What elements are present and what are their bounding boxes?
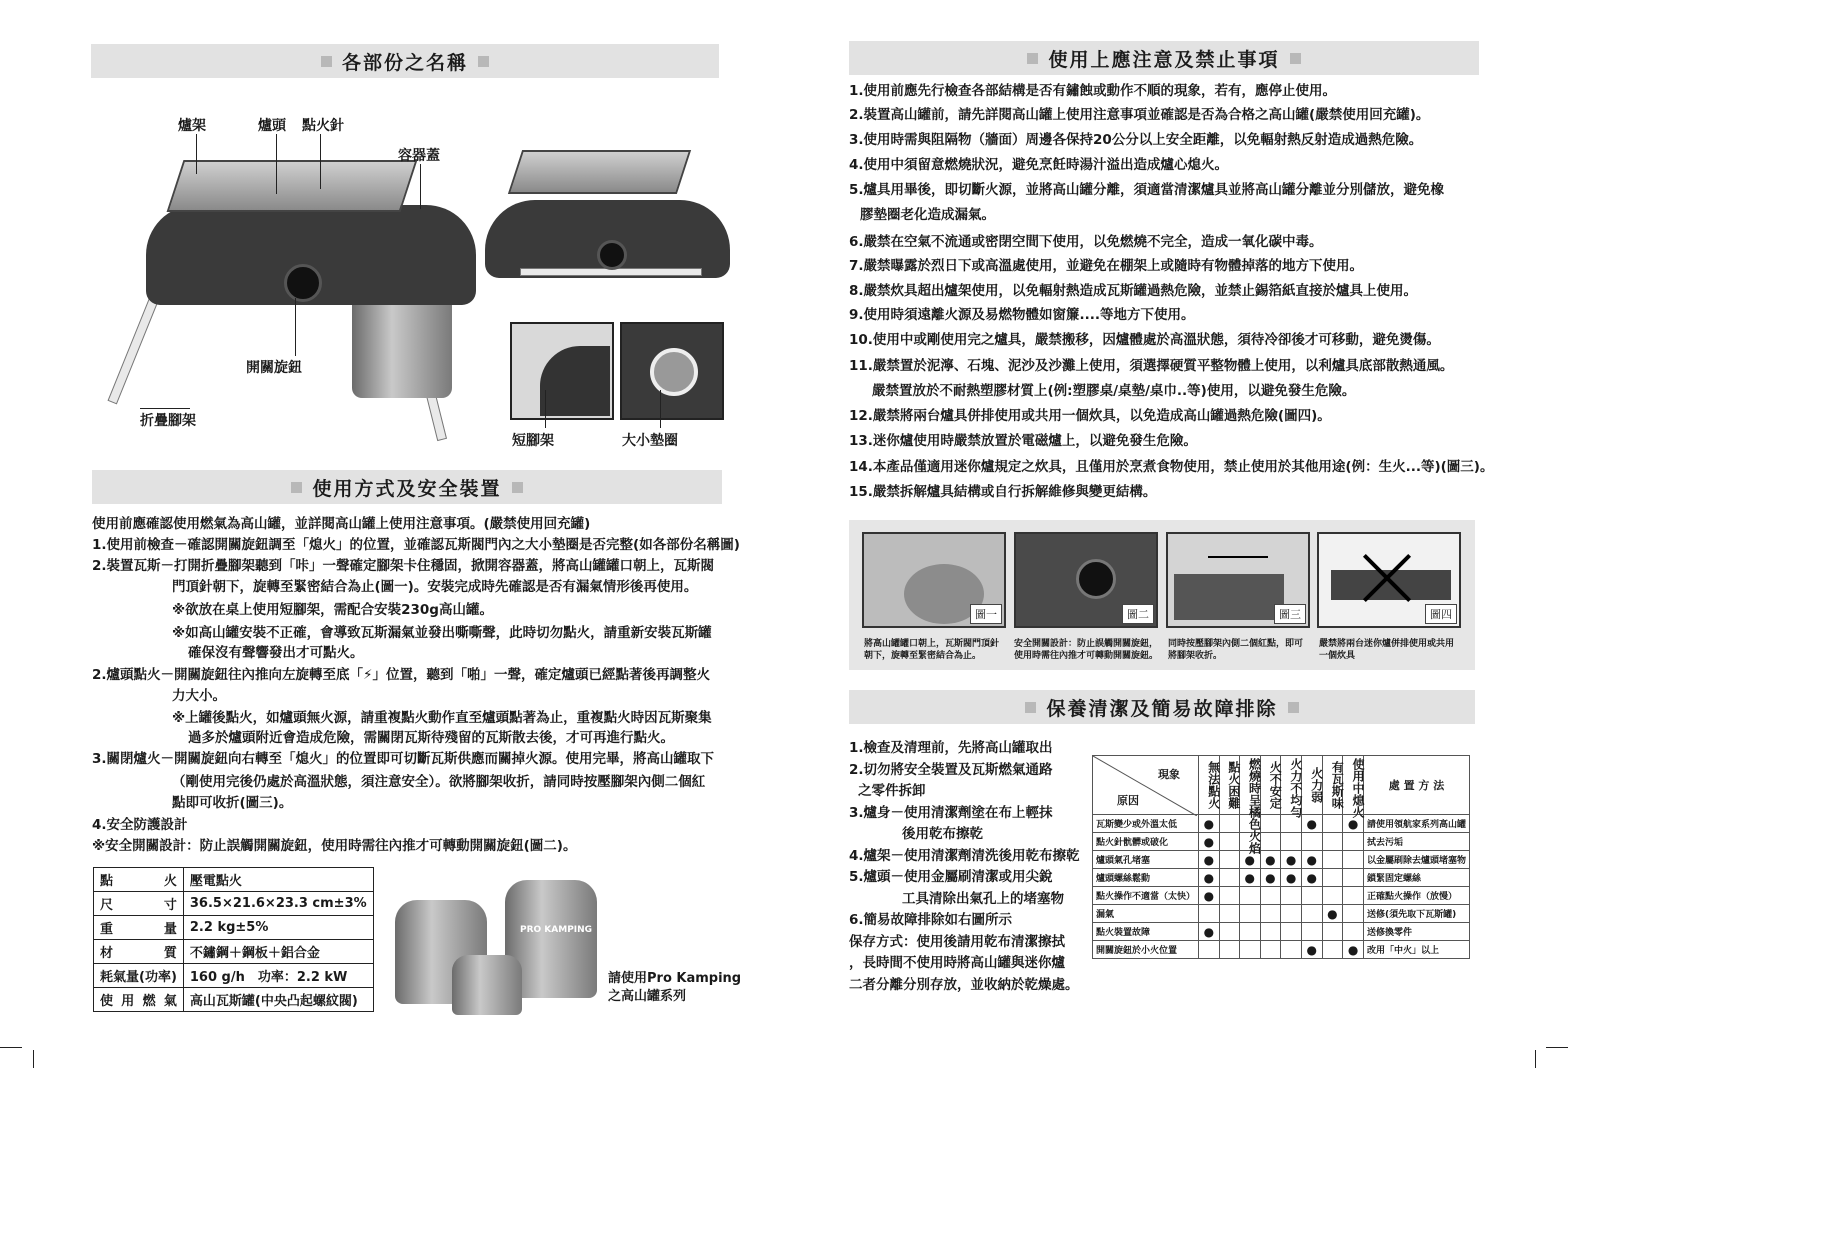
caution-line: 3.使用時需與阻隔物（牆面）周邊各保持20公分以上安全距離，以免輻射熱反射造成過熱危險。 (849, 132, 1423, 148)
figure-caption (1319, 638, 1454, 662)
spec-row (94, 964, 374, 988)
trouble-mark-empty (1219, 923, 1239, 941)
maint-line: ，長時間不使用時將高山罐與迷你爐 (849, 955, 1065, 971)
spec-value: 高山瓦斯罐(中央凸起螺紋閥) (183, 988, 373, 1012)
trouble-mark-dot: ● (1301, 815, 1322, 833)
trouble-row (1093, 833, 1470, 851)
caution-line: 14.本產品僅適用迷你爐規定之炊具，且僅用於烹煮食物使用，禁止使用於其他用途(例：生火...等)(圖三)。 (849, 459, 1494, 475)
trouble-cause: 漏氣 (1093, 905, 1199, 923)
caution-line: 1.使用前應先行檢查各部結構是否有鏽蝕或動作不順的現象，若有，應停止使用。 (849, 83, 1337, 99)
leader-line (420, 164, 421, 209)
trouble-mark-empty (1322, 815, 1343, 833)
caution-line: 膠墊圈老化造成漏氣。 (860, 207, 995, 223)
figure-1 (862, 532, 1006, 628)
trouble-mark-empty (1322, 833, 1343, 851)
symptom-header: 無法點火 (1199, 756, 1220, 815)
caution-line: 15.嚴禁拆解爐具結構或自行拆解維修與變更結構。 (849, 484, 1157, 500)
trouble-mark-dot: ● (1301, 869, 1322, 887)
maint-line: 後用乾布擦乾 (902, 826, 983, 842)
figure-number: 圖二 (1122, 604, 1154, 624)
maint-line: 二者分離分別存放，並收納於乾燥處。 (849, 977, 1079, 993)
caution-line: 13.迷你爐使用時嚴禁放置於電磁爐上，以避免發生危險。 (849, 433, 1197, 449)
trouble-mark-empty (1260, 815, 1281, 833)
trouble-mark-empty (1199, 941, 1220, 959)
label-gasket: 大小墊圈 (622, 433, 678, 449)
caution-line: 5.爐具用畢後，即切斷火源，並將高山罐分離，須適當清潔爐具並將高山罐分離並分別儲放，避免橡 (849, 182, 1445, 198)
usage-line: ※如高山罐安裝不正確，會導致瓦斯漏氣並發出嘶嘶聲，此時切勿點火，請重新安裝瓦斯罐 (172, 625, 712, 641)
maint-line: 之零件拆卸 (858, 783, 926, 799)
symptom-header: 火不安定 (1260, 756, 1281, 815)
usage-line: 過多於爐頭附近會造成危險，需關閉瓦斯待殘留的瓦斯散去後，才可再進行點火。 (188, 730, 674, 746)
trouble-mark-empty (1281, 905, 1302, 923)
pot-rack (167, 160, 418, 212)
trouble-cause: 爐頭氣孔堵塞 (1093, 851, 1199, 869)
leader-line (196, 134, 197, 174)
square-bullet-icon (1025, 702, 1036, 713)
trouble-mark-empty (1322, 887, 1343, 905)
usage-line: 點即可收折(圖三)。 (172, 795, 293, 811)
symptom-header: 點火困難 (1219, 756, 1239, 815)
trouble-cause: 瓦斯變少或外溫太低 (1093, 815, 1199, 833)
spec-key: 重量 (94, 916, 184, 940)
trouble-mark-dot: ● (1199, 887, 1220, 905)
corner-top-label: 現象 (1158, 768, 1181, 781)
label-knob: 開關旋鈕 (246, 360, 302, 376)
spec-row (94, 988, 374, 1012)
leader-line (320, 134, 321, 189)
control-knob (284, 264, 322, 302)
trouble-method: 請使用領航家系列高山罐 (1363, 815, 1469, 833)
maint-header-text: 保養清潔及簡易故障排除 (1046, 697, 1278, 720)
symptom-header: 有瓦斯味 (1322, 756, 1343, 815)
crop-mark (33, 1050, 34, 1068)
trouble-row (1093, 815, 1470, 833)
caution-line: 8.嚴禁炊具超出爐架使用，以免輻射熱造成瓦斯罐過熱危險，並禁止錫箔紙直接於爐具上使用。 (849, 283, 1418, 299)
trouble-mark-dot: ● (1239, 851, 1260, 869)
caption-line: 將腳架收折。 (1168, 651, 1223, 661)
maint-line: 5.爐頭－使用金屬刷清潔或用尖銳 (849, 869, 1053, 885)
trouble-mark-empty (1219, 815, 1239, 833)
trouble-mark-dot: ● (1199, 923, 1220, 941)
square-bullet-icon (1288, 702, 1299, 713)
trouble-mark-dot: ● (1199, 851, 1220, 869)
trouble-mark-dot: ● (1322, 905, 1343, 923)
figure-caption (1014, 638, 1158, 662)
caution-line: 4.使用中須留意燃燒狀況，避免烹飪時湯汁溢出造成爐心熄火。 (849, 157, 1229, 173)
trouble-method: 改用「中火」以上 (1363, 941, 1469, 959)
usage-line: 2.爐頭點火－開關旋鈕往內推向左旋轉至底「⚡」位置，聽到「啪」一聲，確定爐頭已經點著後再調整火 (92, 667, 710, 683)
trouble-mark-empty (1343, 923, 1364, 941)
parts-section-header (91, 44, 719, 78)
spec-row (94, 868, 374, 892)
label-short-legs: 短腳架 (512, 433, 554, 449)
usage-line: 門頂針朝下，旋轉至緊密結合為止(圖一)。安裝完成時先確認是否有漏氣情形後再使用。 (172, 579, 698, 595)
trouble-mark-empty (1301, 887, 1322, 905)
trouble-mark-empty (1260, 923, 1281, 941)
trouble-method: 鎖緊固定螺絲 (1363, 869, 1469, 887)
caution-line: 11.嚴禁置於泥濘、石塊、泥沙及沙灘上使用，須選擇硬質平整物體上使用，以利爐具底部散熱通風。 (849, 358, 1454, 374)
trouble-mark-empty (1343, 851, 1364, 869)
symptom-header: 火力不均勻 (1281, 756, 1302, 815)
corner-bottom-label: 原因 (1117, 794, 1139, 807)
caution-line: 9.使用時須遠離火源及易燃物體如窗簾....等地方下使用。 (849, 307, 1195, 323)
trouble-mark-dot: ● (1343, 941, 1364, 959)
spec-value: 壓電點火 (183, 868, 373, 892)
trouble-mark-dot: ● (1199, 869, 1220, 887)
crop-mark (1535, 1050, 1536, 1068)
square-bullet-icon (512, 482, 523, 493)
label-lid: 容器蓋 (398, 148, 440, 164)
trouble-mark-empty (1322, 851, 1343, 869)
trouble-mark-dot: ● (1301, 851, 1322, 869)
label-igniter: 點火針 (302, 118, 344, 134)
usage-line: ※上罐後點火，如爐頭無火源，請重複點火動作直至爐頭點著為止，重複點火時因瓦斯聚集 (172, 710, 712, 726)
caution-line: 6.嚴禁在空氣不流通或密閉空間下使用，以免燃燒不完全，造成一氧化碳中毒。 (849, 234, 1323, 250)
method-header: 處 置 方 法 (1363, 756, 1469, 815)
trouble-mark-empty (1199, 905, 1220, 923)
trouble-mark-empty (1281, 941, 1302, 959)
usage-line: 3.關閉爐火－開關旋鈕向右轉至「熄火」的位置即可切斷瓦斯供應而關掉火源。使用完畢，將高山罐取下 (92, 751, 715, 767)
maint-line: 保存方式：使用後請用乾布清潔擦拭 (849, 934, 1065, 950)
trouble-mark-empty (1260, 887, 1281, 905)
canister-small (452, 955, 522, 1015)
troubleshooting-table (1092, 755, 1470, 959)
maintenance-section-header (849, 690, 1475, 724)
trouble-mark-empty (1219, 941, 1239, 959)
spec-row (94, 940, 374, 964)
crop-mark (1546, 1047, 1568, 1048)
fold-leg-left (108, 288, 163, 405)
usage-line: 力大小。 (172, 688, 226, 704)
trouble-mark-empty (1281, 833, 1302, 851)
trouble-mark-dot: ● (1199, 833, 1220, 851)
trouble-mark-dot: ● (1281, 851, 1302, 869)
canister-note (608, 970, 741, 1006)
label-burner: 爐頭 (258, 118, 286, 134)
caution-section-header (849, 41, 1479, 75)
usage-line: ※安全開關設計：防止誤觸開關旋鈕，使用時需往內推才可轉動開關旋鈕(圖二)。 (92, 838, 577, 854)
trouble-row (1093, 941, 1470, 959)
trouble-mark-dot: ● (1239, 869, 1260, 887)
square-bullet-icon (291, 482, 302, 493)
trouble-mark-empty (1322, 941, 1343, 959)
symptom-header: 火力弱 (1301, 756, 1322, 815)
trouble-mark-empty (1281, 923, 1302, 941)
symptom-header: 燃燒時呈橘色火焰 (1239, 756, 1260, 815)
leader-line (295, 298, 296, 356)
trouble-mark-empty (1239, 941, 1260, 959)
spec-key: 使用燃氣 (94, 988, 184, 1012)
figure-number: 圖一 (970, 604, 1002, 624)
gasket-closeup (620, 322, 724, 420)
usage-line: 2.裝置瓦斯－打開折疊腳架聽到「咔」一聲確定腳架卡住穩固，掀開容器蓋，將高山罐罐口朝上，瓦斯閥 (92, 558, 715, 574)
figure-4 (1317, 532, 1461, 628)
trouble-header-row (1093, 756, 1470, 815)
figure-caption (864, 638, 999, 662)
trouble-mark-dot: ● (1260, 869, 1281, 887)
parts-header-text: 各部份之名稱 (341, 51, 468, 74)
square-bullet-icon (1027, 53, 1038, 64)
label-rack: 爐架 (178, 118, 206, 134)
maint-line: 2.切勿將安全裝置及瓦斯燃氣通路 (849, 762, 1053, 778)
caution-line: 2.裝置高山罐前，請先詳閱高山罐上使用注意事項並確認是否為合格之高山罐(嚴禁使用回充罐)。 (849, 107, 1430, 123)
leader-line (545, 390, 546, 428)
trouble-mark-empty (1301, 833, 1322, 851)
usage-section-header (92, 470, 722, 504)
trouble-mark-empty (1219, 851, 1239, 869)
trouble-mark-empty (1301, 905, 1322, 923)
trouble-mark-empty (1343, 833, 1364, 851)
square-bullet-icon (478, 56, 489, 67)
spec-row (94, 916, 374, 940)
trouble-mark-empty (1219, 833, 1239, 851)
trouble-mark-dot: ● (1343, 815, 1364, 833)
usage-line: 1.使用前檢查－確認開關旋鈕調至「熄火」的位置，並確認瓦斯閥門內之大小墊圈是否完整(如各部份名稱圖) (92, 537, 740, 553)
pot-rack-small (508, 150, 691, 194)
trouble-mark-empty (1343, 869, 1364, 887)
trouble-mark-empty (1281, 887, 1302, 905)
caption-line: 使用時需往內推才可轉動開關旋鈕。 (1014, 651, 1159, 661)
caption-line: 同時按壓腳架內側二個紅點，即可 (1168, 639, 1304, 649)
square-bullet-icon (1290, 53, 1301, 64)
figure-number: 圖三 (1274, 604, 1306, 624)
crop-mark (0, 1047, 22, 1048)
spec-key: 材質 (94, 940, 184, 964)
trouble-mark-empty (1322, 869, 1343, 887)
trouble-row (1093, 887, 1470, 905)
spec-value: 36.5×21.6×23.3 cm±3% (183, 892, 373, 916)
caution-line: 12.嚴禁將兩台爐具併排使用或共用一個炊具，以免造成高山罐過熱危險(圖四)。 (849, 408, 1331, 424)
short-leg-closeup (510, 322, 614, 420)
trouble-method: 拭去污垢 (1363, 833, 1469, 851)
trouble-row (1093, 851, 1470, 869)
trouble-method: 正確點火操作（放慢） (1363, 887, 1469, 905)
trouble-cause: 點火裝置故障 (1093, 923, 1199, 941)
trouble-row (1093, 869, 1470, 887)
trouble-mark-empty (1322, 923, 1343, 941)
spec-key: 點火 (94, 868, 184, 892)
trouble-method: 送修換零件 (1363, 923, 1469, 941)
leader-line (276, 134, 277, 194)
trouble-cause: 開關旋鈕於小火位置 (1093, 941, 1199, 959)
figure-2 (1014, 532, 1158, 628)
usage-header-text: 使用方式及安全裝置 (312, 477, 502, 500)
leader-line (660, 390, 661, 428)
caution-line: 嚴禁置放於不耐熱塑膠材質上(例:塑膠桌/桌墊/桌巾..等)使用，以避免發生危險。 (872, 383, 1356, 399)
trouble-mark-empty (1301, 923, 1322, 941)
usage-line: 確保沒有聲響發出才可點火。 (188, 645, 364, 661)
maint-line: 1.檢查及清理前，先將高山罐取出 (849, 740, 1053, 756)
trouble-mark-empty (1343, 905, 1364, 923)
trouble-row (1093, 923, 1470, 941)
trouble-mark-empty (1260, 833, 1281, 851)
spec-value: 不鏽鋼＋鋼板＋鋁合金 (183, 940, 373, 964)
trouble-cause: 點火針骯髒或破化 (1093, 833, 1199, 851)
caption-line: 安全開關設計：防止誤觸開關旋鈕， (1014, 639, 1159, 649)
caution-line: 10.使用中或剛使用完之爐具，嚴禁搬移，因爐體處於高溫狀態，須待冷卻後才可移動，避免燙傷。 (849, 332, 1440, 348)
spec-key: 耗氣量(功率) (94, 964, 184, 988)
usage-line: 使用前應確認使用燃氣為高山罐，並詳閱高山罐上使用注意事項。(嚴禁使用回充罐) (92, 516, 591, 532)
figure-number: 圖四 (1425, 604, 1457, 624)
caption-line: 將高山罐罐口朝上，瓦斯閥門頂針 (864, 639, 1000, 649)
label-fold-legs: 折疊腳架 (140, 413, 196, 429)
spec-table (93, 867, 374, 1012)
caution-header-text: 使用上應注意及禁止事項 (1048, 48, 1280, 71)
trouble-mark-empty (1239, 887, 1260, 905)
usage-line: 4.安全防護設計 (92, 817, 188, 833)
figure-caption (1168, 638, 1303, 662)
trouble-method: 送修(須先取下瓦斯罐) (1363, 905, 1469, 923)
spec-row (94, 892, 374, 916)
maint-line: 3.爐身－使用清潔劑塗在布上輕抹 (849, 805, 1053, 821)
trouble-row (1093, 905, 1470, 923)
trouble-mark-empty (1343, 887, 1364, 905)
canister-note-line: 請使用Pro Kamping (608, 971, 742, 986)
trouble-mark-empty (1219, 905, 1239, 923)
caption-line: 嚴禁將兩台迷你爐併排使用或共用 (1319, 639, 1455, 649)
symptom-header: 使用中熄火 (1343, 756, 1364, 815)
trouble-mark-empty (1219, 887, 1239, 905)
maint-line: 工具清除出氣孔上的堵塞物 (902, 891, 1064, 907)
canister-brand: PRO KAMPING (520, 925, 593, 935)
figure-3 (1166, 532, 1310, 628)
trouble-mark-empty (1219, 869, 1239, 887)
maint-line: 4.爐架－使用清潔劑清洗後用乾布擦乾 (849, 848, 1080, 864)
usage-line: ※欲放在桌上使用短腳架，需配合安裝230g高山罐。 (172, 602, 493, 618)
trouble-mark-empty (1260, 905, 1281, 923)
canister-note-line: 之高山罐系列 (608, 989, 687, 1004)
trouble-mark-empty (1239, 923, 1260, 941)
usage-line: （剛使用完後仍處於高溫狀態，須注意安全）。欲將腳架收折，請同時按壓腳架內側二個紅 (172, 774, 706, 790)
caution-line: 7.嚴禁曝露於烈日下或高溫處使用，並避免在棚架上或隨時有物體掉落的地方下使用。 (849, 258, 1364, 274)
spec-value: 160 g/h 功率：2.2 kW (183, 964, 373, 988)
spec-value: 2.2 kg±5% (183, 916, 373, 940)
caption-line: 一個炊具 (1319, 651, 1356, 661)
caption-line: 朝下，旋轉至緊密結合為止。 (864, 651, 982, 661)
trouble-mark-empty (1260, 941, 1281, 959)
trouble-cause: 點火操作不適當（太快） (1093, 887, 1199, 905)
square-bullet-icon (321, 56, 332, 67)
trouble-mark-dot: ● (1260, 851, 1281, 869)
maint-line: 6.簡易故障排除如右圖所示 (849, 912, 1013, 928)
trouble-cause: 爐頭螺絲鬆動 (1093, 869, 1199, 887)
control-knob-small (597, 240, 627, 270)
trouble-mark-empty (1239, 905, 1260, 923)
trouble-mark-dot: ● (1281, 869, 1302, 887)
spec-key: 尺寸 (94, 892, 184, 916)
diagonal-line (1093, 756, 1197, 816)
trouble-mark-dot: ● (1199, 815, 1220, 833)
trouble-corner-cell (1093, 756, 1199, 815)
trouble-method: 以金屬刷除去爐頭堵塞物 (1363, 851, 1469, 869)
trouble-mark-dot: ● (1301, 941, 1322, 959)
leader-line (140, 408, 190, 409)
